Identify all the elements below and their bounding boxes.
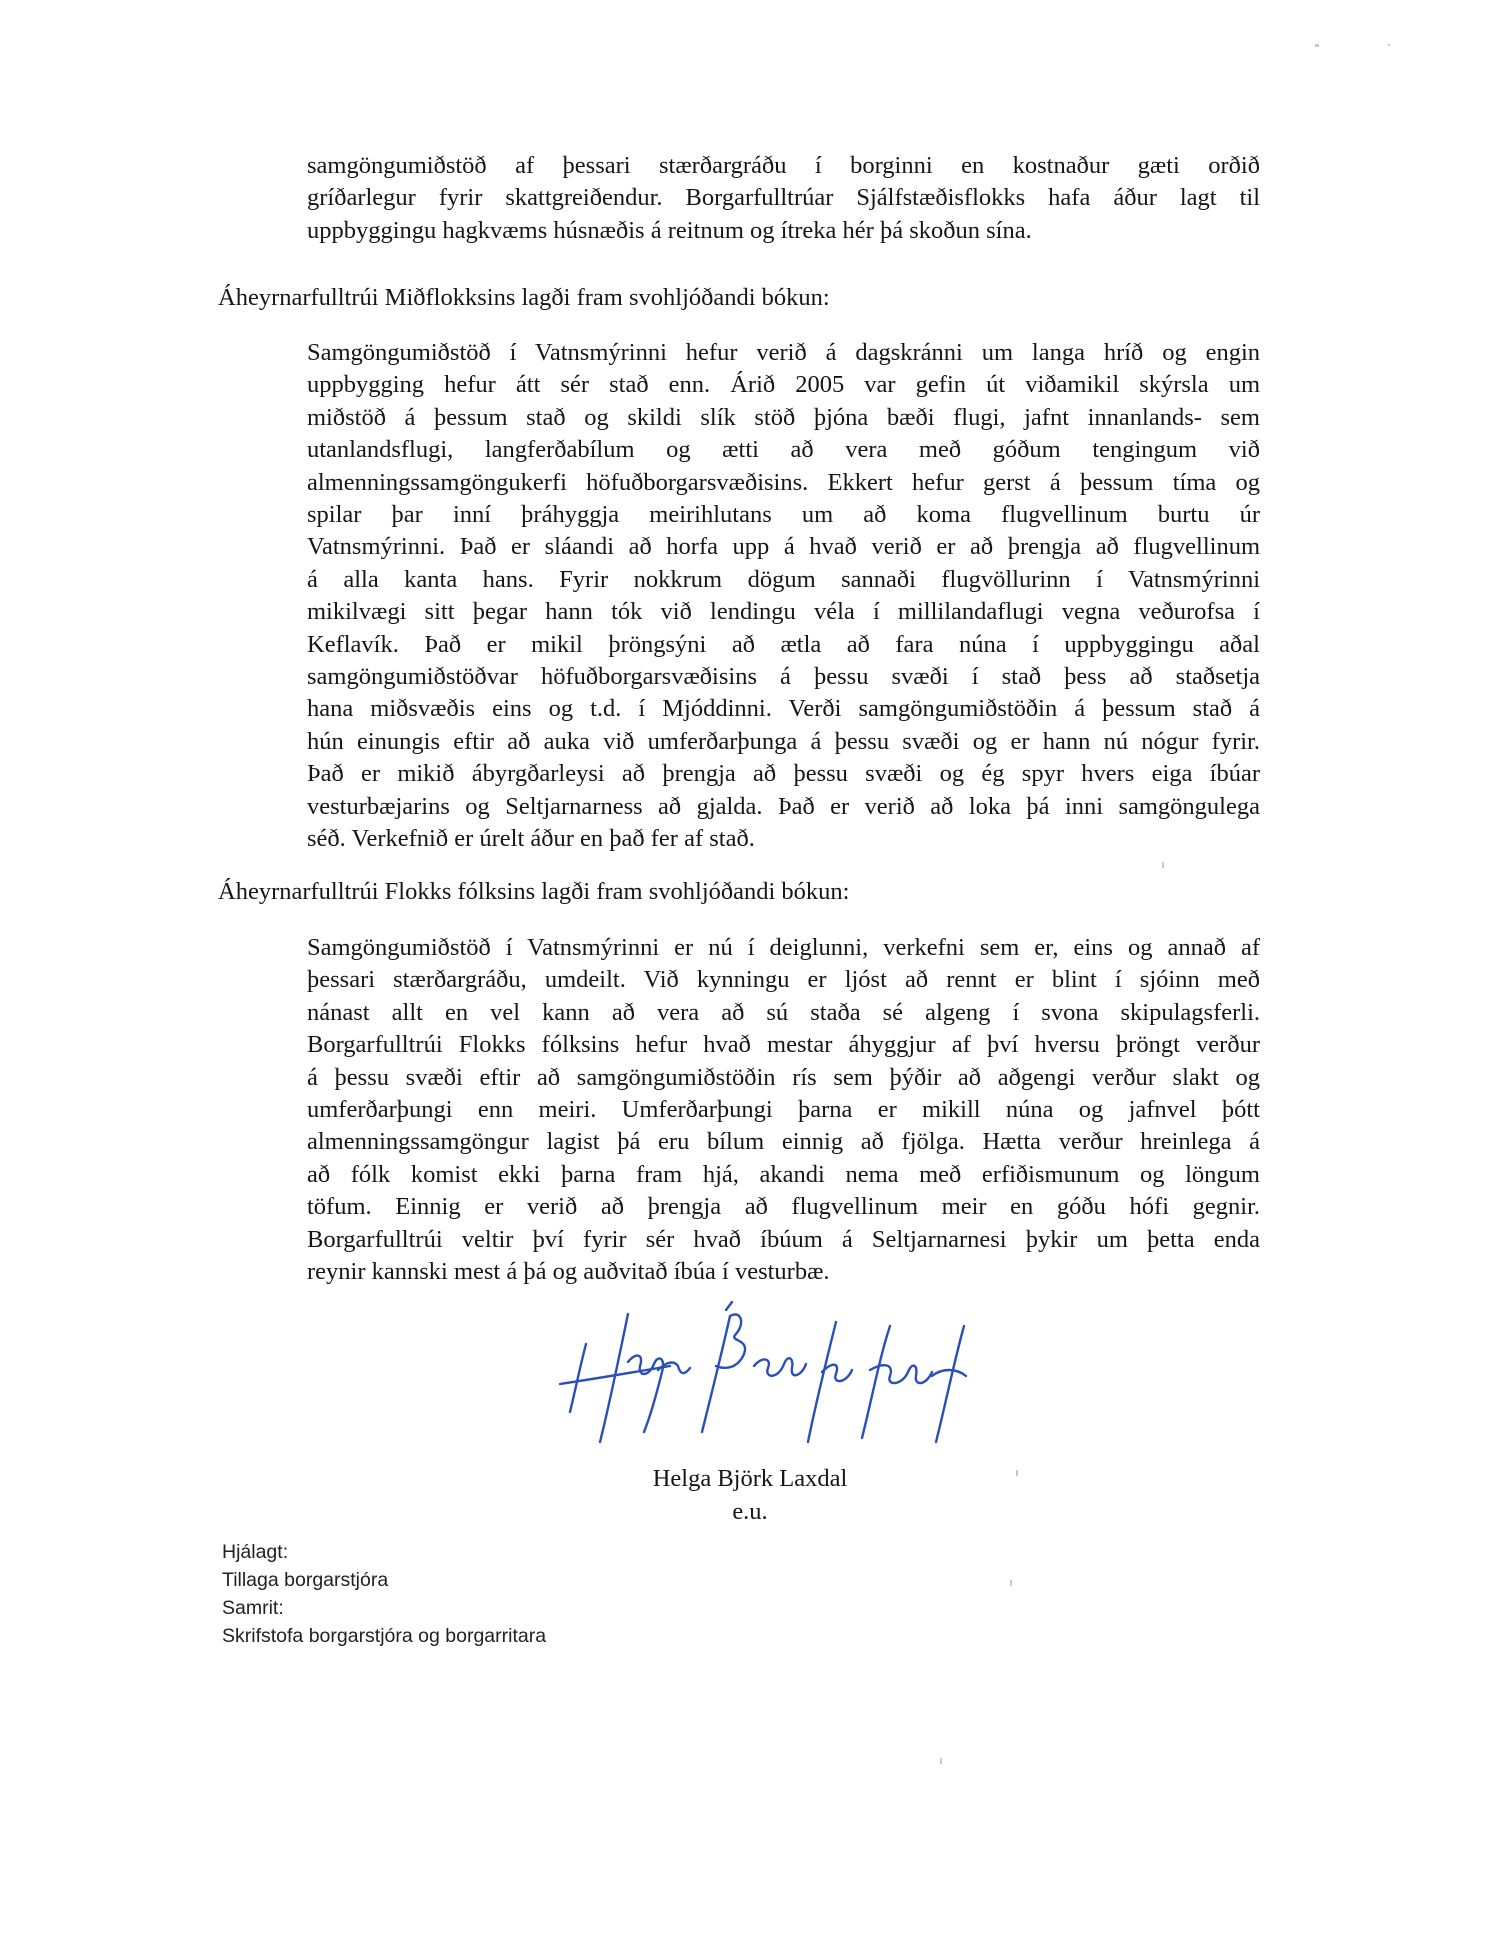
bokun-midflokkurinn <box>307 337 1260 856</box>
copy-label: Samrit: <box>222 1597 284 1619</box>
bokun-flokkur-folksins-line: reynir kannski mest á þá og auðvitað íbúa í vesturbæ. <box>307 1258 830 1286</box>
bokun-midflokkurinn-line: spilar þar inní þráhyggja meirihlutans um að koma flugvellinum burtu úr <box>307 501 1260 529</box>
bokun-midflokkurinn-line: hún einungis eftir að auka við umferðarþunga á þessu svæði og er hann nú nógur fyrir. <box>307 727 1260 755</box>
attachment-label: Hjálagt: <box>222 1541 289 1563</box>
bokun-flokkur-folksins-line: nánast allt en vel kann að vera að sú staða sé algeng í svona skipulagsferli. <box>307 998 1260 1026</box>
bokun-flokkur-folksins-line: að fólk komist ekki þarna fram hjá, akandi nema með erfiðismunum og löngum <box>307 1160 1260 1188</box>
bokun-midflokkurinn-line: mikilvægi sitt þegar hann tók við lendingu véla í millilandaflugi vegna veðurofsa í <box>307 598 1260 626</box>
bokun-flokkur-folksins-line: töfum. Einnig er verið að þrengja að flugvellinum meir en góðu hófi gegnir. <box>307 1193 1260 1221</box>
bokun-flokkur-folksins <box>307 932 1260 1288</box>
bokun-midflokkurinn-line: miðstöð á þessum stað og skildi slík stöð þjóna bæði flugi, jafnt innanlands- sem <box>307 403 1260 431</box>
bokun-midflokkurinn-line: Samgöngumiðstöð í Vatnsmýrinni hefur verið á dagskránni um langa hríð og engin <box>307 339 1260 366</box>
bokun-midflokkurinn-line: vesturbæjarins og Seltjarnarness að gjalda. Það er verið að loka þá inni samgöngulega <box>307 792 1260 820</box>
intro-paragraph <box>307 150 1260 247</box>
intro-line: samgöngumiðstöð af þessari stærðargráðu í borginni en kostnaður gæti orðið <box>307 152 1260 179</box>
bokun-midflokkurinn-line: séð. Verkefnið er úrelt áður en það fer af stað. <box>307 825 755 853</box>
signer-note: e.u. <box>732 1498 768 1525</box>
bokun-midflokkurinn-line: samgöngumiðstöðvar höfuðborgarsvæðisins á þessu svæði í stað þess að staðsetja <box>307 663 1260 691</box>
bokun-midflokkurinn-line: hana miðsvæðis eins og t.d. í Mjóddinni. Verði samgöngumiðstöðin á þessum stað á <box>307 695 1260 723</box>
bokun-flokkur-folksins-line: almenningssamgöngur lagist þá eru bílum einnig að fjölga. Hætta verður hreinlega á <box>307 1128 1260 1156</box>
intro-line: gríðarlegur fyrir skattgreiðendur. Borgarfulltrúar Sjálfstæðisflokks hafa áður lagt til <box>307 184 1260 212</box>
bokun-midflokkurinn-line: Það er mikið ábyrgðarleysi að þrengja að þessu svæði og ég spyr hvers eiga íbúar <box>307 760 1260 788</box>
signer-block <box>620 1462 880 1528</box>
bokun-flokkur-folksins-line: á þessu svæði eftir að samgöngumiðstöðin rís sem þýðir að aðgengi verður slakt og <box>307 1063 1260 1091</box>
signer-name: Helga Björk Laxdal <box>652 1465 848 1492</box>
section-heading-flokkur-folksins: Áheyrnarfulltrúi Flokks fólksins lagði fram svohljóðandi bókun: <box>218 878 850 905</box>
intro-line: uppbyggingu hagkvæms húsnæðis á reitnum og ítreka hér þá skoðun sína. <box>307 216 1032 244</box>
bokun-midflokkurinn-line: utanlandsflugi, langferðabílum og ætti að vera með góðum tengingum við <box>307 436 1260 464</box>
handwritten-signature <box>540 1292 1000 1452</box>
bokun-flokkur-folksins-line: þessari stærðargráðu, umdeilt. Við kynningu er ljóst að rennt er blint í sjóinn með <box>307 966 1260 994</box>
bokun-midflokkurinn-line: almenningssamgöngukerfi höfuðborgarsvæðisins. Ekkert hefur gerst á þessum tíma og <box>307 468 1260 496</box>
copy-recipient: Skrifstofa borgarstjóra og borgarritara <box>222 1625 547 1647</box>
attachment-item: Tillaga borgarstjóra <box>222 1569 389 1591</box>
section-heading-midflokkurinn: Áheyrnarfulltrúi Miðflokksins lagði fram svohljóðandi bókun: <box>218 284 830 311</box>
bokun-flokkur-folksins-line: Borgarfulltrúi Flokks fólksins hefur hvað mestar áhyggjur af því hversu þröngt verður <box>307 1031 1260 1059</box>
bokun-midflokkurinn-line: á alla kanta hans. Fyrir nokkrum dögum sannaði flugvöllurinn í Vatnsmýrinni <box>307 565 1260 593</box>
bokun-midflokkurinn-line: Vatnsmýrinni. Það er sláandi að horfa upp á hvað verið er að þrengja að flugvellinum <box>307 533 1260 561</box>
bokun-flokkur-folksins-line: umferðarþungi enn meiri. Umferðarþungi þarna er mikill núna og jafnvel þótt <box>307 1096 1260 1124</box>
bokun-flokkur-folksins-line: Borgarfulltrúi veltir því fyrir sér hvað íbúum á Seltjarnarnesi þykir um þetta enda <box>307 1225 1260 1253</box>
bokun-midflokkurinn-line: uppbygging hefur átt sér stað enn. Árið 2005 var gefin út viðamikil skýrsla um <box>307 371 1260 399</box>
footer-notes <box>222 1538 546 1650</box>
bokun-midflokkurinn-line: Keflavík. Það er mikil þröngsýni að ætla að fara núna í uppbyggingu aðal <box>307 630 1260 658</box>
bokun-flokkur-folksins-line: Samgöngumiðstöð í Vatnsmýrinni er nú í deiglunni, verkefni sem er, eins og annað af <box>307 934 1260 961</box>
